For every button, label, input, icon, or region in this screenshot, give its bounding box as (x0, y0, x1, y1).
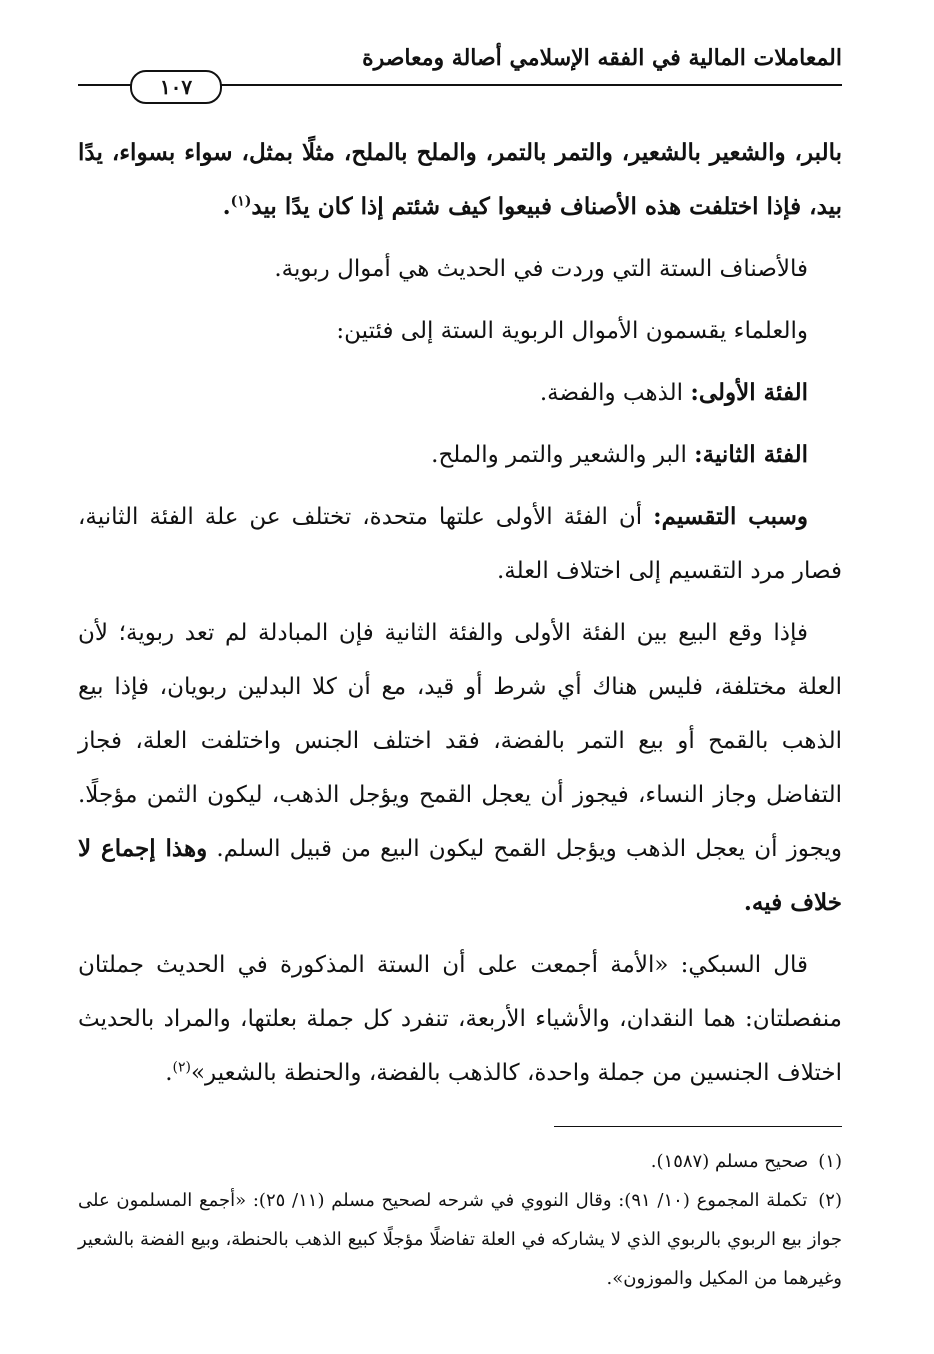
subki-quote-end: . (165, 1060, 173, 1086)
footnote-2 (78, 1181, 842, 1298)
exchange-text: فإذا وقع البيع بين الفئة الأولى والفئة الثانية فإن المبادلة لم تعد ربوية؛ لأن العلة مختلفة، فليس هناك أي شرط أو قيد، مع أن كلا البدلين ربويان، فإذا بيع الذهب بالقمح أو بيع التمر بالفضة، فقد اختلف الجنس واختلفت العلة، فجاز التفاضل وجاز النساء، فيجوز أن يعجل القمح ويؤجل الذهب، ليكون الثمن مؤجلًا. ويجوز أن يعجل الذهب ويؤجل القمح ليكون البيع من قبيل السلم. (78, 620, 843, 862)
subki-quote-text: قال السبكي: «الأمة أجمعت على أن الستة المذكورة في الحديث جملتان منفصلتان: هما النقدان، والأشياء الأربعة، تنفرد كل جملة بعلتها، والمراد بالحديث اختلاف الجنسين من جملة واحدة، كالذهب بالفضة، والحنطة بالشعير» (78, 952, 842, 1086)
division-reason-text: أن الفئة الأولى علتها متحدة، تختلف عن علة الفئة الثانية، فصار مرد التقسيم إلى اختلاف العلة. (78, 504, 842, 584)
category-one (78, 366, 842, 420)
footnote-2-text: تكملة المجموع (١٠/ ٩١): وقال النووي في شرحه لصحيح مسلم (١١/ ٢٥): «أجمع المسلمون على جواز بيع الربوي بالربوي الذي لا يشاركه في العلة تفاضلًا مؤجلًا كبيع الذهب بالحنطة، وبيع الفضة بالشعير وغيرهما من المكيل والموزون». (78, 1190, 842, 1289)
footnote-rule (554, 1126, 842, 1127)
paragraph-two-categories: والعلماء يقسمون الأموال الربوية الستة إلى فئتين: (336, 318, 808, 344)
footnote-1-text: صحيح مسلم (١٥٨٧). (650, 1151, 809, 1172)
category-one-label: الفئة الأولى: (690, 379, 808, 406)
category-two (78, 428, 842, 482)
paragraph-exchange (78, 606, 842, 930)
category-two-label: الفئة الثانية: (694, 441, 808, 468)
hadith-end: . (222, 193, 231, 220)
footnote-1 (78, 1142, 842, 1181)
running-header-title: المعاملات المالية في الفقه الإسلامي أصالة ومعاصرة (362, 45, 842, 71)
category-one-text: الذهب والفضة. (539, 380, 684, 406)
paragraph-ribawi-goods: فالأصناف الستة التي وردت في الحديث هي أموال ربوية. (274, 256, 808, 282)
footnote-2-number: (٢) (818, 1190, 842, 1211)
consensus-statement: وهذا إجماع لا خلاف فيه. (78, 835, 842, 916)
division-reason (78, 490, 842, 598)
footnote-1-number: (١) (818, 1151, 842, 1172)
paragraph-subki-quote (78, 938, 842, 1100)
footnotes (78, 1142, 842, 1298)
footnote-ref-2: (٢) (172, 1059, 191, 1076)
page-body (78, 126, 842, 1100)
footnote-ref-1: (١) (230, 193, 252, 210)
division-reason-label: وسبب التقسيم: (653, 503, 808, 530)
hadith-continuation (78, 126, 842, 234)
page-number: ١٠٧ (130, 70, 222, 104)
hadith-text: بالبر، والشعير بالشعير، والتمر بالتمر، والملح بالملح، مثلًا بمثل، سواء بسواء، يدًا بيد، فإذا اختلفت هذه الأصناف فبيعوا كيف شئتم إذا كان يدًا بيد (78, 139, 842, 220)
category-two-text: البر والشعير والتمر والملح. (431, 442, 687, 468)
